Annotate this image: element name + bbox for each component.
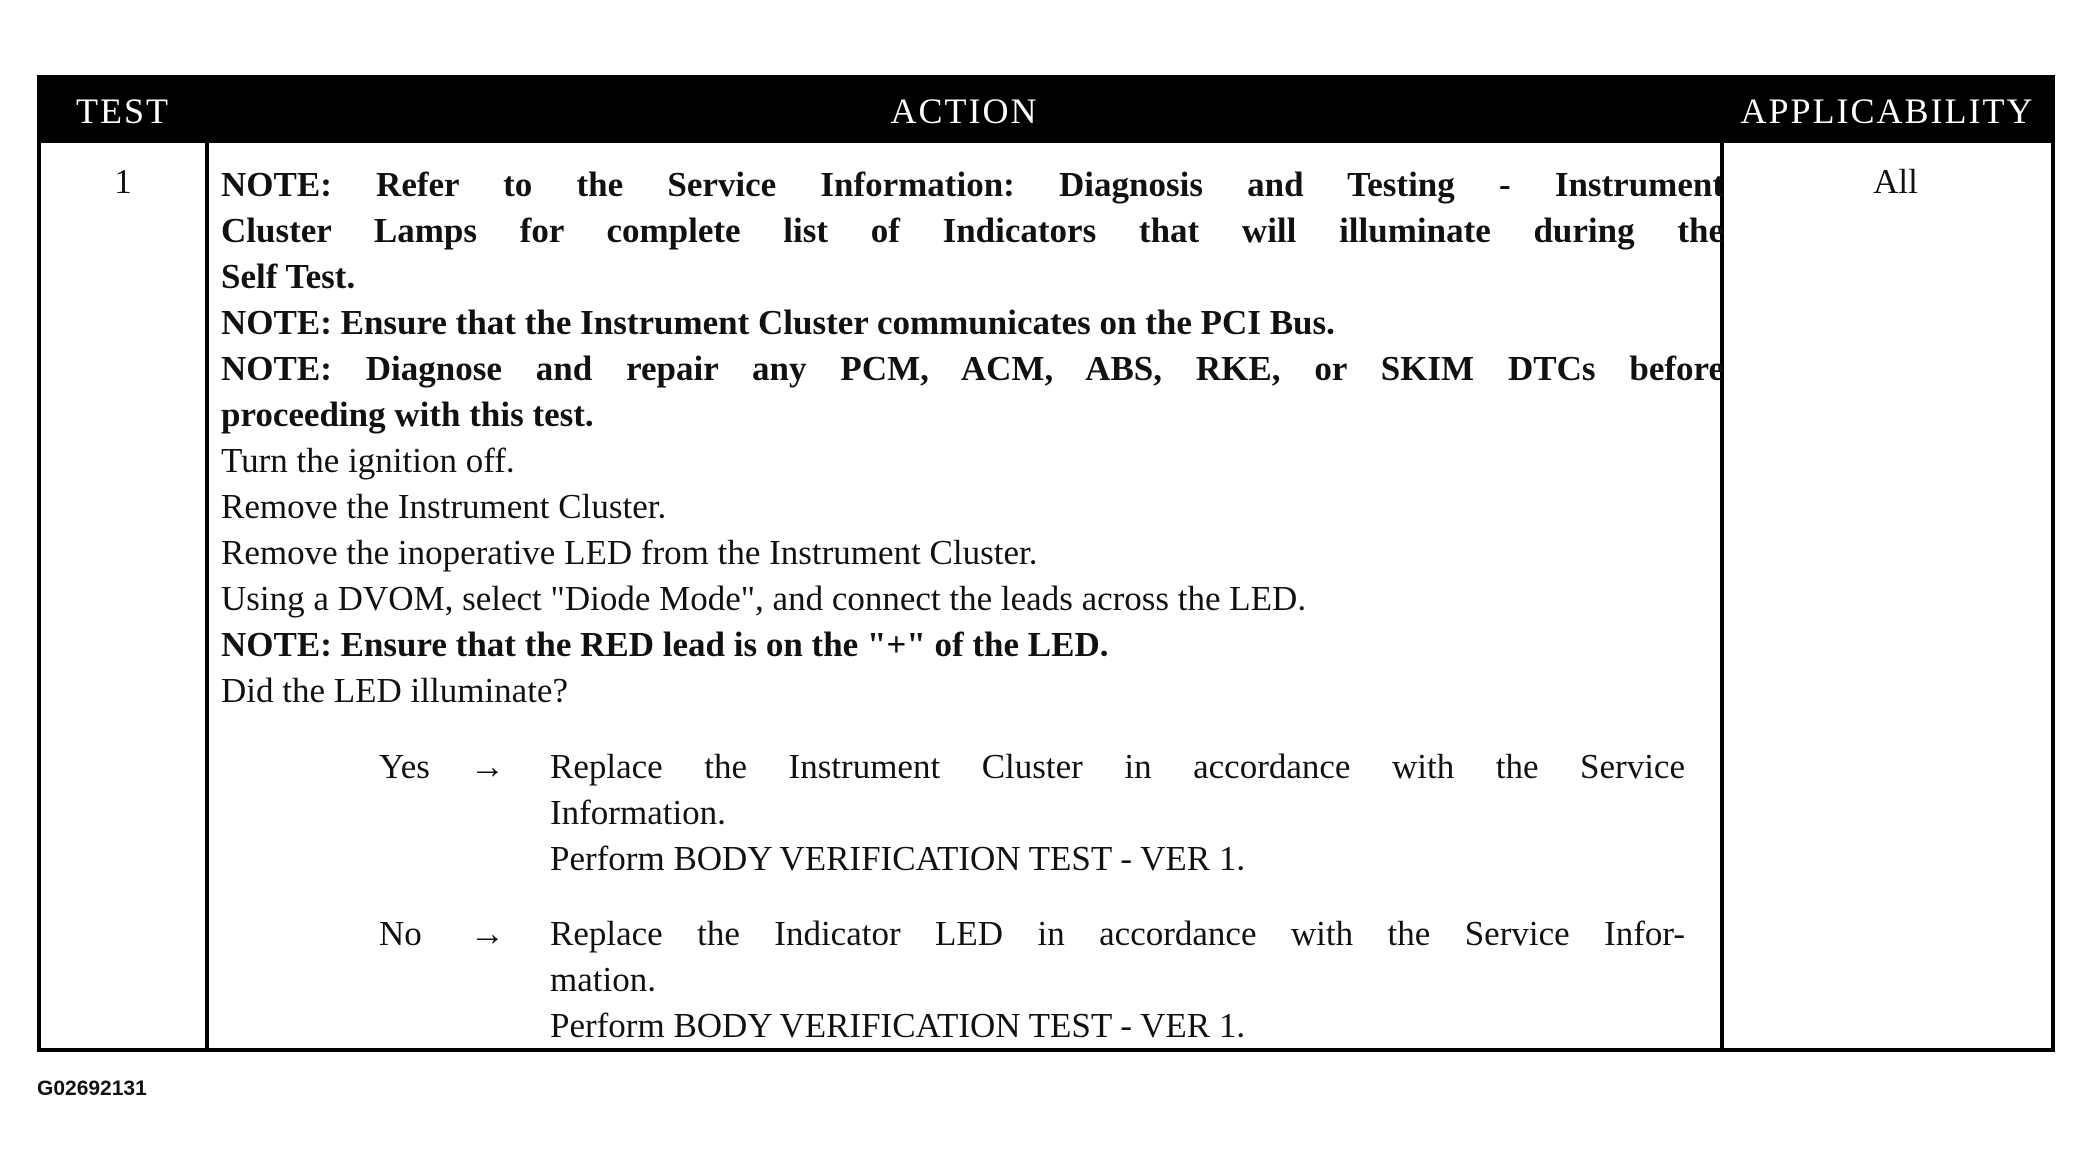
action-line: Cluster Lamps for complete list of Indicators that will illuminate during the [221,211,1724,250]
outcome-yes-text [550,744,1685,882]
outcome-yes-label: Yes [379,747,430,786]
header-test: TEST [76,91,170,131]
table-header-row [41,79,2051,143]
header-applicability: APPLICABILITY [1740,91,2035,131]
figure-id: G02692131 [37,1077,147,1100]
action-line: NOTE: Ensure that the Instrument Cluster communicates on the PCI Bus. [221,303,1335,342]
outcome-line: Replace the Indicator LED in accordance with the Service Infor- [550,914,1685,953]
action-line: Remove the inoperative LED from the Instrument Cluster. [221,533,1038,572]
action-line: proceeding with this test. [221,395,594,434]
column-divider [205,143,209,1048]
action-line: Using a DVOM, select "Diode Mode", and connect the leads across the LED. [221,579,1307,618]
outcome-no-text [550,911,1685,1049]
action-line: NOTE: Ensure that the RED lead is on the "+" of the LED. [221,625,1109,664]
applicability-value: All [1873,162,1918,201]
outcome-yes [221,744,1724,884]
outcome-line: mation. [550,960,656,999]
action-cell [221,162,1724,1051]
outcome-line: Information. [550,793,726,832]
action-line: Turn the ignition off. [221,441,515,480]
outcome-line: Replace the Instrument Cluster in accordance with the Service [550,747,1685,786]
outcome-line: Perform BODY VERIFICATION TEST - VER 1. [550,1006,1246,1045]
arrow-right-icon: → [470,914,505,953]
header-action: ACTION [890,91,1039,131]
diagnostic-table [37,75,2055,1052]
action-line: NOTE: Diagnose and repair any PCM, ACM, ABS, RKE, or SKIM DTCs before [221,349,1724,388]
action-line: Self Test. [221,257,356,296]
arrow-right-icon: → [470,747,505,786]
action-line: NOTE: Refer to the Service Information: Diagnosis and Testing - Instrument [221,165,1724,204]
action-line: Remove the Instrument Cluster. [221,487,667,526]
outcome-no [221,911,1724,1051]
action-line: Did the LED illuminate? [221,671,568,710]
outcome-no-label: No [379,914,422,953]
outcome-line: Perform BODY VERIFICATION TEST - VER 1. [550,839,1246,878]
test-number: 1 [114,162,132,201]
